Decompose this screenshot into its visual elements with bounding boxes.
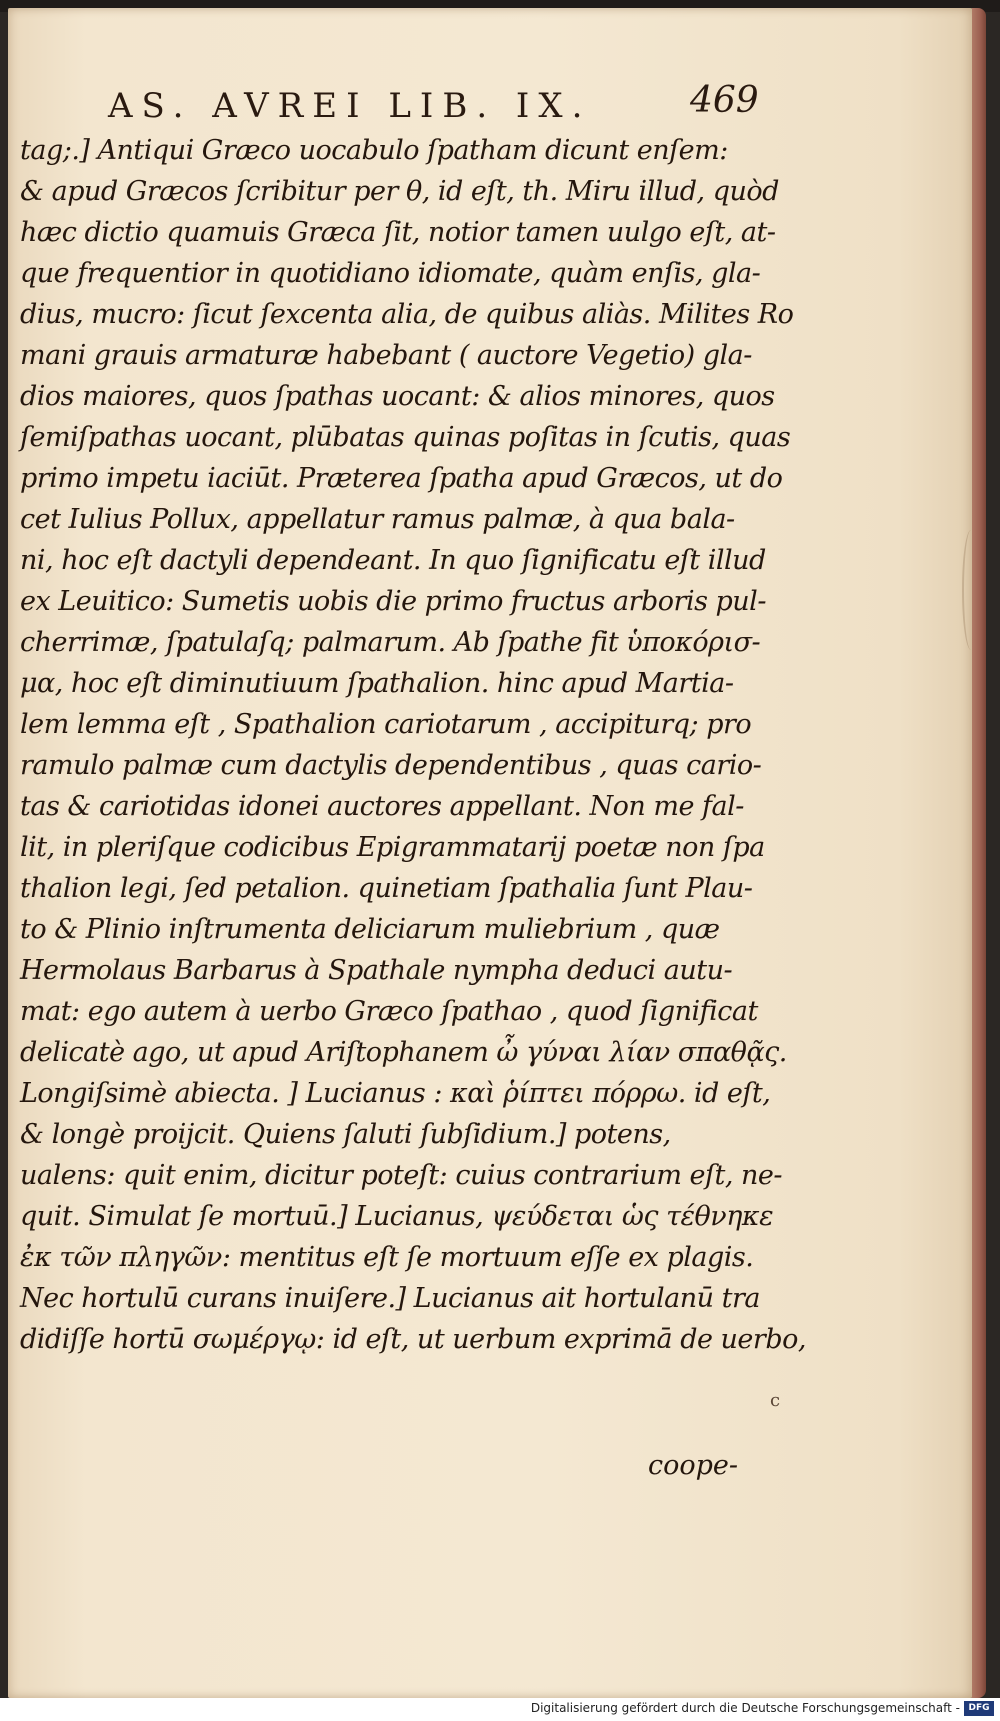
text-line: Hermolaus Barbarus à Spathale nympha deduci autu- <box>20 955 733 986</box>
dfg-logo: DFG <box>964 1701 994 1716</box>
text-line: hæc dictio quamuis Græca ſit, notior tamen uulgo eſt, at- <box>20 217 776 248</box>
text-line: mani grauis armaturæ habebant ( auctore Vegetio) gla- <box>20 340 752 371</box>
text-line: ἐκ τῶν πληγῶν: mentitus eſt ſe mortuum eſſe ex plagis. <box>20 1242 754 1273</box>
text-line: cet Iulius Pollux, appellatur ramus palmæ, à qua bala- <box>20 504 735 535</box>
text-line: delicatè ago, ut apud Ariſtophanem ὦ γύναι λίαν σπαθᾷς. <box>20 1037 787 1068</box>
text-line: Nec hortulū curans inuiſere.] Lucianus ait hortulanū tra <box>20 1283 760 1314</box>
page-edge-binding <box>972 8 986 1698</box>
text-line: didiſſe hortū σωμέργῳ: id eſt, ut uerbum exprimā de uerbo, <box>20 1324 806 1355</box>
catchword: coope- <box>648 1450 739 1481</box>
text-line: & apud Græcos ſcribitur per θ, id eſt, th. Miru illud, quòd <box>20 176 779 207</box>
text-line: cherrimæ, ſpatulaſq; palmarum. Ab ſpathe fit ὑποκόρισ- <box>20 627 761 658</box>
text-line: & longè proijcit. Quiens ſaluti ſubſidium.] potens, <box>20 1119 671 1150</box>
main-text-block <box>20 130 806 1360</box>
text-line: ex Leuitico: Sumetis uobis die primo fructus arboris pul- <box>20 586 766 617</box>
text-line: ni, hoc eſt dactyli dependeant. In quo ſignificatu eſt illud <box>20 545 766 576</box>
text-line: thalion legi, ſed petalion. quinetiam ſpathalia ſunt Plau- <box>20 873 753 904</box>
text-line: mat: ego autem à uerbo Græco ſpathao , quod ſignificat <box>20 996 758 1027</box>
text-line: tag;.] Antiqui Græco uocabulo ſpatham dicunt enſem: <box>20 135 728 166</box>
page-fold-mark <box>962 530 980 650</box>
text-line: μα, hoc eſt diminutiuum ſpathalion. hinc apud Martia- <box>20 668 734 699</box>
text-line: ſemiſpathas uocant, plūbatas quinas poſitas in ſcutis, quas <box>20 422 791 453</box>
margin-mark: c <box>770 1390 781 1411</box>
text-line: dius, mucro: ſicut ſexcenta alia, de quibus aliàs. Milites Ro <box>20 299 794 330</box>
running-head: AS. AVREI LIB. IX. <box>108 86 592 126</box>
text-line: dios maiores, quos ſpathas uocant: & alios minores, quos <box>20 381 775 412</box>
text-line: ramulo palmæ cum dactylis dependentibus , quas cario- <box>20 750 762 781</box>
text-line: tas & cariotidas idonei auctores appellant. Non me fal- <box>20 791 744 822</box>
text-line: lit, in pleriſque codicibus Epigrammatarij poetæ non ſpa <box>20 832 765 863</box>
text-line: Longiſsimè abiecta. ] Lucianus : καὶ ῥίπτει πόρρω. id eſt, <box>20 1078 771 1109</box>
page-number: 469 <box>690 80 759 121</box>
digitization-credit: Digitalisierung gefördert durch die Deutsche Forschungsgemeinschaft - <box>530 1701 960 1715</box>
text-line: que frequentior in quotidiano idiomate, quàm enſis, gla- <box>20 258 761 289</box>
text-line: ualens: quit enim, dicitur poteſt: cuius contrarium eſt, ne- <box>20 1160 783 1191</box>
text-line: lem lemma eſt , Spathalion cariotarum , accipiturq; pro <box>20 709 752 740</box>
text-line: quit. Simulat ſe mortuū.] Lucianus, ψεύδεται ὡς τέθνηκε <box>20 1201 774 1232</box>
text-line: to & Plinio inſtrumenta deliciarum muliebrium , quæ <box>20 914 720 945</box>
text-line: primo impetu iaciūt. Præterea ſpatha apud Græcos, ut do <box>20 463 783 494</box>
